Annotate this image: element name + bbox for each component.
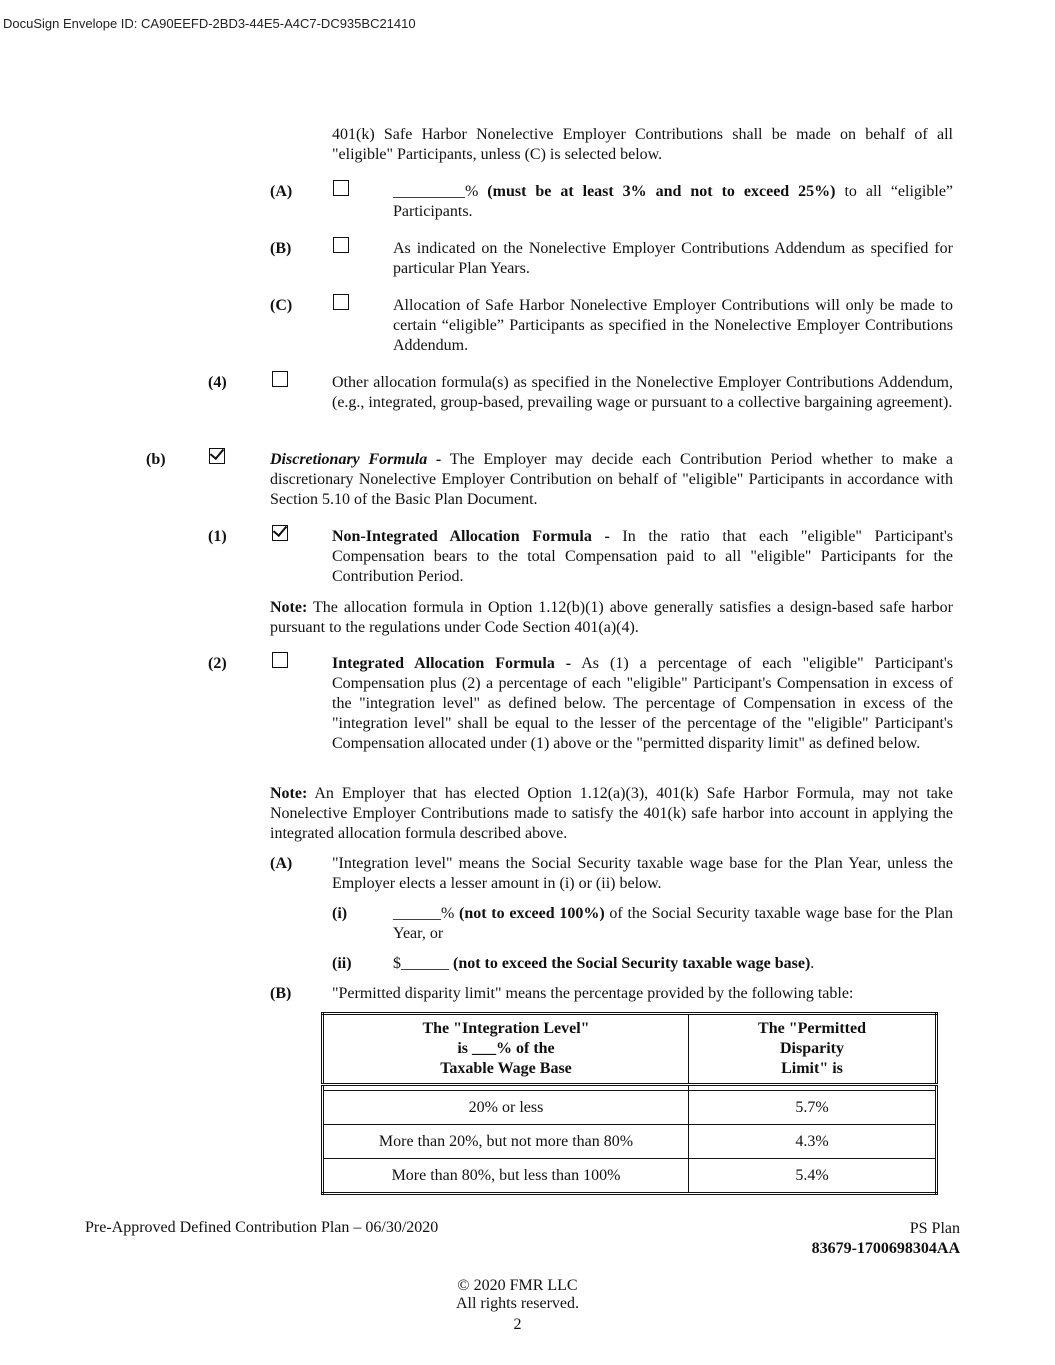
item-b-checkbox[interactable] [209, 448, 225, 464]
sub-a-label: (A) [270, 855, 293, 872]
table-cell-limit: 4.3% [689, 1125, 937, 1159]
note-2 [270, 784, 953, 844]
b2-body: As (1) a percentage of each "eligible" Participant's Compensation plus (2) a percentage of each "eligible" Participant's Compensation in excess of the "integration level" as defined below. The percentage of Compensation in excess of the "integration level" shall be equal to the lesser of the percentage of the "eligible" Participant's Compensation allocated under (1) above or the "permitted disparity limit" as defined below. [332, 655, 954, 752]
option-a-label: (A) [270, 183, 293, 200]
item-4-checkbox[interactable] [272, 371, 288, 387]
note-1-text: The allocation formula in Option 1.12(b)(1) above generally satisfies a design-based safe harbor pursuant to the regulations under Code Section 401(a)(4). [270, 599, 954, 636]
table-row [323, 1125, 937, 1159]
option-b-label: (B) [270, 240, 292, 257]
item-b-body: The Employer may decide each Contribution Period whether to make a discretionary Nonelective Employer Contribution on behalf of "eligible" Participants in accordance with Section 5.10 of the Basic Plan Document. [270, 451, 953, 508]
header-1-line-3: Taxable Wage Base [440, 1060, 572, 1077]
sub-b-text: "Permitted disparity limit" means the percentage provided by the following table: [332, 985, 854, 1002]
option-c-text: Allocation of Safe Harbor Nonelective Employer Contributions will only be made to certain “eligible” Participants as specified in the Nonelective Employer Contributions Addendum. [393, 297, 953, 354]
item-b-text [270, 450, 953, 510]
sub-a-text: "Integration level" means the Social Security taxable wage base for the Plan Year, unless the Employer elects a lesser amount in (i) or (ii) below. [332, 855, 953, 892]
note-2-label: Note: [270, 785, 308, 802]
option-a-blank[interactable]: _________% [393, 183, 479, 200]
sub-ii-label: (ii) [332, 955, 352, 972]
note-2-text: An Employer that has elected Option 1.12(a)(3), 401(k) Safe Harbor Formula, may not take Nonelective Employer Contributions made to satisfy the 401(k) safe harbor into account in applying the integrated allocation formula described above. [270, 785, 953, 842]
sub-b-label: (B) [270, 985, 292, 1002]
item-4-text: Other allocation formula(s) as specified in the Nonelective Employer Contributions Addendum, (e.g., integrated, group-based, prevailing wage or pursuant to a collective bargaining agreement). [332, 374, 953, 411]
table-cell-level: More than 80%, but less than 100% [323, 1159, 689, 1194]
b2-text [332, 654, 953, 754]
table-cell-limit: 5.7% [689, 1091, 937, 1125]
option-b-checkbox[interactable] [333, 237, 349, 253]
footer-right [812, 1219, 960, 1259]
b1-checkbox[interactable] [272, 525, 288, 541]
option-c-checkbox[interactable] [333, 294, 349, 310]
note-1 [270, 598, 953, 638]
sub-ii-rest: . [810, 955, 815, 972]
sub-ii-bold: (not to exceed the Social Security taxable wage base) [453, 955, 811, 972]
sub-i-blank[interactable]: ______% [393, 905, 455, 922]
intro-paragraph: 401(k) Safe Harbor Nonelective Employer Contributions shall be made on behalf of all "eligible" Participants, unless (C) is selected below. [332, 126, 953, 163]
table-header-disparity-limit [689, 1014, 937, 1085]
envelope-id: DocuSign Envelope ID: CA90EEFD-2BD3-44E5-A4C7-DC935BC21410 [3, 16, 416, 31]
footer-copyright [0, 1277, 1035, 1334]
disparity-table [321, 1012, 938, 1195]
header-2-line-2: Disparity [780, 1040, 844, 1057]
option-c-label: (C) [270, 297, 293, 314]
option-a-rest: to all “eligible” Participants. [393, 183, 954, 220]
table-header-row [323, 1014, 937, 1085]
table-cell-limit: 5.4% [689, 1159, 937, 1194]
footer-plan-type: PS Plan [909, 1220, 960, 1237]
table-cell-level: 20% or less [323, 1091, 689, 1125]
sub-i-rest: of the Social Security taxable wage base for the Plan Year, or [393, 905, 954, 942]
table-header-integration-level [323, 1014, 689, 1085]
header-1-line-1: The "Integration Level" [422, 1020, 590, 1037]
option-b-text: As indicated on the Nonelective Employer Contributions Addendum as specified for particular Plan Years. [393, 240, 953, 277]
sub-i-text [393, 904, 953, 944]
b2-title: Integrated Allocation Formula - [332, 655, 572, 672]
table-row [323, 1159, 937, 1194]
table-cell-level: More than 20%, but not more than 80% [323, 1125, 689, 1159]
item-b-title: Discretionary Formula - [270, 451, 442, 468]
b2-checkbox[interactable] [272, 652, 288, 668]
table-row [323, 1091, 937, 1125]
header-2-line-1: The "Permitted [758, 1020, 866, 1037]
header-1-line-2: is ___% of the [457, 1040, 555, 1057]
b1-label: (1) [208, 528, 227, 545]
sub-i-label: (i) [332, 905, 348, 922]
item-b-label: (b) [146, 451, 166, 468]
item-4-label: (4) [208, 374, 227, 391]
sub-ii-text [393, 954, 953, 974]
page-number: 2 [513, 1316, 522, 1333]
sub-i-bold: (not to exceed 100%) [459, 905, 605, 922]
b1-text [332, 527, 953, 587]
header-2-line-3: Limit" is [781, 1060, 843, 1077]
rights-line: All rights reserved. [455, 1295, 580, 1312]
b1-title: Non-Integrated Allocation Formula - [332, 528, 610, 545]
note-1-label: Note: [270, 599, 308, 616]
b1-body: In the ratio that each "eligible" Participant's Compensation bears to the total Compensation paid to all "eligible" Participants for the Contribution Period. [332, 528, 953, 585]
option-a-bold: (must be at least 3% and not to exceed 25%) [487, 183, 836, 200]
option-a-checkbox[interactable] [333, 180, 349, 196]
footer-plan-number: 83679-1700698304AA [811, 1240, 960, 1257]
footer-plan-name: Pre-Approved Defined Contribution Plan – 06/30/2020 [85, 1219, 439, 1236]
b2-label: (2) [208, 655, 227, 672]
sub-ii-blank[interactable]: $______ [393, 955, 449, 972]
option-a-text [393, 182, 953, 222]
copyright-line: © 2020 FMR LLC [457, 1277, 578, 1294]
